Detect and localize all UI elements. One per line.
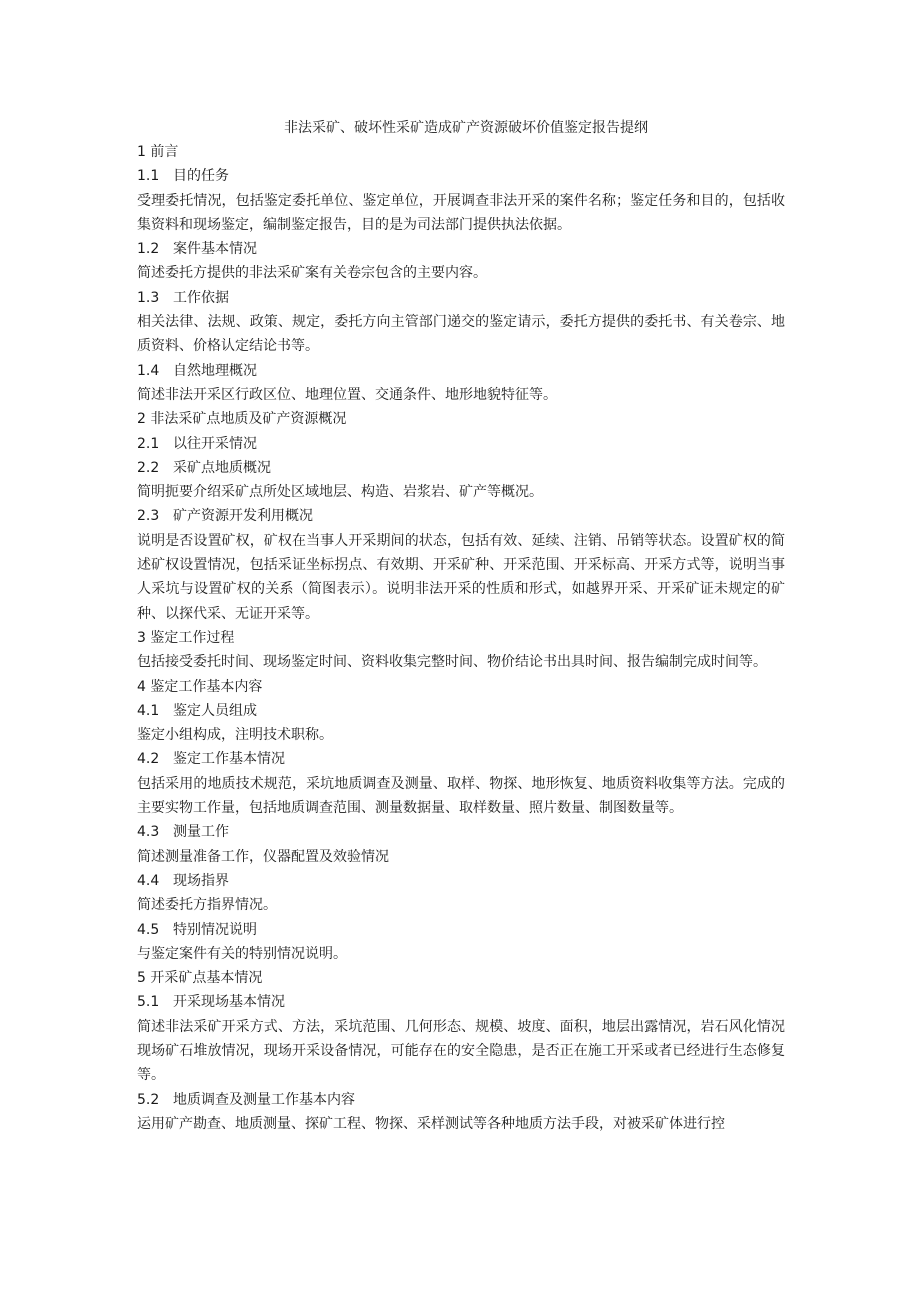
heading-text: 前言: [150, 144, 179, 160]
paragraph: 简述非法开采区行政区位、地理位置、交通条件、地形地貌特征等。: [137, 386, 557, 403]
document-body: [137, 140, 785, 1136]
paragraph: 简述非法采矿开采方式、方法，采坑范围、几何形态、规模、坡度、面积，地层出露情况，岩石风化情况现场矿石堆放情况，现场开采设备情况，可能存在的安全隐患，是否正在施工开采或者已经进行生态修复等。: [137, 1018, 785, 1084]
heading-number: 3: [137, 629, 146, 646]
subsection-heading: [137, 747, 785, 771]
section-heading: [137, 140, 785, 164]
heading-text: 地质调查及测量工作基本内容: [173, 1091, 355, 1108]
subsection-heading: [137, 504, 785, 528]
heading-text: 开采矿点基本情况: [150, 970, 263, 987]
subsection-heading: [137, 1088, 785, 1112]
paragraph: 简述测量准备工作，仪器配置及效验情况: [137, 848, 389, 865]
heading-number: 1.1: [137, 168, 160, 185]
heading-number: 4.5: [137, 921, 160, 938]
paragraph: 运用矿产勘查、地质测量、探矿工程、物探、采样测试等各种地质方法手段，对被采矿体进行控: [137, 1115, 725, 1132]
subsection-heading: [137, 164, 785, 188]
heading-number: 4.4: [137, 872, 160, 889]
heading-text: 自然地理概况: [173, 362, 257, 379]
paragraph: 包括采用的地质技术规范，采坑地质调查及测量、取样、物探、地形恢复、地质资料收集等方法。完成的主要实物工作量，包括地质调查范围、测量数据量、取样数量、照片数量、制图数量等。: [137, 775, 785, 817]
subsection-heading: [137, 286, 785, 310]
paragraph: 简述委托方指界情况。: [137, 897, 277, 914]
subsection-heading: [137, 456, 785, 480]
heading-number: 1: [137, 144, 146, 160]
document-title: 非法采矿、破坏性采矿造成矿产资源破坏价值鉴定报告提纲: [284, 120, 648, 136]
heading-number: 4.1: [137, 702, 160, 719]
paragraph: 简明扼要介绍采矿点所处区域地层、构造、岩浆岩、矿产等概况。: [137, 484, 543, 501]
paragraph: 鉴定小组构成，注明技术职称。: [137, 727, 333, 744]
heading-number: 2.2: [137, 459, 160, 476]
heading-text: 矿产资源开发利用概况: [173, 508, 313, 525]
section-heading: [137, 626, 785, 650]
subsection-heading: [137, 820, 785, 844]
section-heading: [137, 966, 785, 990]
paragraph: 说明是否设置矿权，矿权在当事人开采期间的状态，包括有效、延续、注销、吊销等状态。设置矿权的简述矿权设置情况，包括采证坐标拐点、有效期、开采矿种、开采范围、开采标高、开采方式等，说明当事人采坑与设置矿权的关系（简图表示）。说明非法开采的性质和形式，如越界开采、开采矿证未规定的矿种、以探代采、无证开采等。: [137, 532, 785, 622]
heading-text: 工作依据: [173, 289, 229, 306]
heading-number: 1.2: [137, 241, 160, 258]
subsection-heading: [137, 359, 785, 383]
heading-number: 5.1: [137, 994, 160, 1011]
heading-text: 采矿点地质概况: [173, 459, 271, 476]
section-heading: [137, 675, 785, 699]
heading-number: 1.4: [137, 362, 160, 379]
heading-number: 4: [137, 678, 146, 695]
heading-text: 鉴定工作过程: [150, 629, 235, 646]
document-page: [137, 116, 785, 1136]
heading-text: 测量工作: [173, 824, 229, 841]
subsection-heading: [137, 699, 785, 723]
paragraph: 简述委托方提供的非法采矿案有关卷宗包含的主要内容。: [137, 265, 487, 282]
subsection-heading: [137, 869, 785, 893]
heading-text: 目的任务: [173, 168, 229, 185]
heading-number: 5: [137, 970, 146, 987]
subsection-heading: [137, 918, 785, 942]
subsection-heading: [137, 432, 785, 456]
subsection-heading: [137, 237, 785, 261]
paragraph: 受理委托情况，包括鉴定委托单位、鉴定单位，开展调查非法开采的案件名称；鉴定任务和目的，包括收集资料和现场鉴定，编制鉴定报告，目的是为司法部门提供执法依据。: [137, 192, 785, 233]
subsection-heading: [137, 990, 785, 1014]
heading-number: 1.3: [137, 289, 160, 306]
paragraph: 相关法律、法规、政策、规定，委托方向主管部门递交的鉴定请示，委托方提供的委托书、有关卷宗、地质资料、价格认定结论书等。: [137, 314, 785, 355]
paragraph: 与鉴定案件有关的特别情况说明。: [137, 945, 347, 962]
heading-number: 2: [137, 411, 146, 428]
heading-text: 非法采矿点地质及矿产资源概况: [150, 411, 347, 428]
heading-text: 案件基本情况: [173, 241, 257, 258]
heading-text: 鉴定工作基本内容: [150, 678, 263, 695]
section-heading: [137, 407, 785, 431]
paragraph: 包括接受委托时间、现场鉴定时间、资料收集完整时间、物价结论书出具时间、报告编制完成时间等。: [137, 654, 767, 671]
heading-text: 以往开采情况: [173, 435, 257, 452]
heading-number: 4.2: [137, 751, 160, 768]
heading-text: 鉴定人员组成: [173, 702, 257, 719]
heading-number: 4.3: [137, 824, 160, 841]
heading-number: 2.3: [137, 508, 160, 525]
heading-text: 现场指界: [173, 872, 229, 889]
heading-text: 开采现场基本情况: [173, 994, 285, 1011]
heading-text: 特别情况说明: [173, 921, 257, 938]
heading-number: 5.2: [137, 1091, 160, 1108]
heading-text: 鉴定工作基本情况: [173, 751, 285, 768]
heading-number: 2.1: [137, 435, 160, 452]
